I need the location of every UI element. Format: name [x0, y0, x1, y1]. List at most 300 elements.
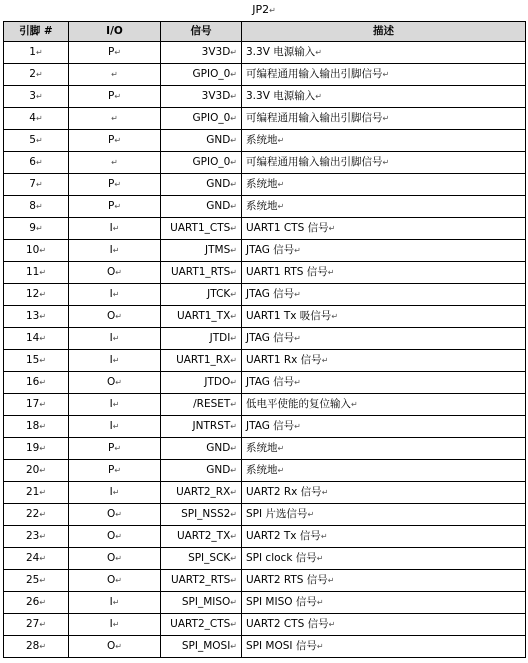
description-cell — [242, 438, 526, 460]
io-cell-text: I — [109, 596, 113, 608]
table-row — [4, 592, 526, 614]
cell-end-mark-icon: ↵ — [230, 510, 237, 519]
signal-cell-text: GND — [206, 442, 231, 454]
description-cell — [242, 482, 526, 504]
cell-end-mark-icon: ↵ — [230, 554, 237, 563]
description-cell-text: UART2 Rx 信号 — [246, 486, 322, 498]
signal-cell — [161, 240, 242, 262]
cell-end-mark-icon: ↵ — [351, 400, 358, 409]
io-cell-text: P — [107, 442, 115, 454]
signal-cell — [161, 526, 242, 548]
signal-cell — [161, 42, 242, 64]
pin-cell — [4, 306, 69, 328]
pin-cell — [4, 350, 69, 372]
cell-end-mark-icon: ↵ — [327, 268, 335, 277]
description-cell-text: UART2 RTS 信号 — [246, 574, 328, 586]
cell-end-mark-icon: ↵ — [112, 290, 120, 299]
description-cell-text: UART2 Tx 信号 — [246, 530, 321, 542]
description-cell-text: 可编程通用输入输出引脚信号 — [246, 68, 383, 80]
cell-end-mark-icon: ↵ — [382, 70, 390, 79]
cell-end-mark-icon: ↵ — [277, 444, 285, 453]
cell-end-mark-icon: ↵ — [112, 620, 120, 629]
table-row — [4, 64, 526, 86]
io-cell-text: I — [109, 288, 113, 300]
signal-cell-text: SPI_MOSI — [181, 640, 231, 652]
table-row — [4, 504, 526, 526]
signal-cell — [161, 174, 242, 196]
io-cell — [69, 64, 161, 86]
cell-end-mark-icon: ↵ — [39, 422, 47, 431]
io-cell-text: O — [107, 508, 116, 520]
description-cell-text: UART1 CTS 信号 — [246, 222, 329, 234]
signal-cell-text: 3V3D — [201, 90, 231, 102]
signal-cell-text: UART2_RTS — [170, 574, 231, 586]
pin-cell — [4, 218, 69, 240]
cell-end-mark-icon: ↵ — [315, 92, 322, 101]
table-row — [4, 174, 526, 196]
io-cell-text: O — [107, 552, 116, 564]
description-cell-text: 可编程通用输入输出引脚信号 — [246, 112, 383, 124]
description-cell — [242, 306, 526, 328]
description-cell — [242, 86, 526, 108]
table-title-text: JP2 — [252, 3, 270, 16]
pin-cell-text: 3 — [29, 90, 36, 102]
description-cell-text: JTAG 信号 — [246, 288, 295, 300]
cell-end-mark-icon: ↵ — [230, 202, 237, 211]
description-cell-text: UART1 RTS 信号 — [246, 266, 328, 278]
cell-end-mark-icon: ↵ — [294, 422, 301, 431]
cell-end-mark-icon: ↵ — [321, 488, 329, 497]
description-cell-text: 3.3V 电源输入 — [246, 46, 316, 58]
signal-cell-text: /RESET — [193, 398, 231, 410]
signal-cell — [161, 570, 242, 592]
description-cell-text: UART1 Rx 信号 — [246, 354, 322, 366]
pin-cell — [4, 240, 69, 262]
description-cell — [242, 636, 526, 658]
cell-end-mark-icon: ↵ — [114, 466, 122, 475]
cell-end-mark-icon: ↵ — [35, 92, 43, 101]
pin-cell-text: 27 — [25, 618, 40, 630]
signal-cell — [161, 262, 242, 284]
cell-end-mark-icon: ↵ — [230, 444, 237, 453]
io-cell — [69, 526, 161, 548]
cell-end-mark-icon: ↵ — [277, 180, 285, 189]
table-row — [4, 394, 526, 416]
table-row — [4, 350, 526, 372]
io-cell — [69, 614, 161, 636]
table-row — [4, 108, 526, 130]
pin-table — [3, 21, 526, 658]
pin-cell-text: 2 — [29, 68, 36, 80]
cell-end-mark-icon: ↵ — [114, 180, 122, 189]
description-cell-text: 系统地 — [246, 134, 278, 146]
io-cell-text: I — [109, 244, 113, 256]
io-cell-text: P — [107, 464, 115, 476]
signal-cell-text: UART1_RX — [176, 354, 231, 366]
pin-cell — [4, 196, 69, 218]
io-cell — [69, 416, 161, 438]
cell-end-mark-icon: ↵ — [230, 136, 237, 145]
io-cell — [69, 350, 161, 372]
signal-cell-text: JTMS — [205, 244, 231, 256]
signal-cell-text: UART2_CTS — [170, 618, 231, 630]
io-cell — [69, 174, 161, 196]
cell-end-mark-icon: ↵ — [230, 48, 237, 57]
cell-end-mark-icon: ↵ — [114, 136, 122, 145]
cell-end-mark-icon: ↵ — [39, 466, 47, 475]
description-cell-text: JTAG 信号 — [246, 332, 295, 344]
cell-end-mark-icon: ↵ — [112, 598, 120, 607]
pin-cell — [4, 504, 69, 526]
cell-end-mark-icon: ↵ — [39, 488, 47, 497]
description-cell-text: JTAG 信号 — [246, 376, 295, 388]
cell-end-mark-icon: ↵ — [321, 356, 329, 365]
description-cell-text: JTAG 信号 — [246, 420, 295, 432]
signal-cell — [161, 218, 242, 240]
signal-cell-text: UART2_TX — [176, 530, 231, 542]
io-cell-text: P — [107, 200, 115, 212]
description-cell — [242, 328, 526, 350]
table-row — [4, 152, 526, 174]
io-cell — [69, 592, 161, 614]
pin-cell — [4, 614, 69, 636]
table-row — [4, 416, 526, 438]
pin-cell-text: 16 — [25, 376, 40, 388]
cell-end-mark-icon: ↵ — [39, 532, 47, 541]
cell-end-mark-icon: ↵ — [230, 576, 237, 585]
pin-cell-text: 5 — [29, 134, 36, 146]
table-row — [4, 460, 526, 482]
table-row — [4, 284, 526, 306]
cell-end-mark-icon: ↵ — [230, 422, 237, 431]
pin-cell — [4, 262, 69, 284]
pin-cell-text: 10 — [25, 244, 40, 256]
signal-cell — [161, 328, 242, 350]
description-cell — [242, 174, 526, 196]
cell-end-mark-icon: ↵ — [35, 48, 43, 57]
cell-end-mark-icon: ↵ — [320, 532, 328, 541]
signal-cell-text: GND — [206, 464, 231, 476]
cell-end-mark-icon: ↵ — [230, 70, 237, 79]
cell-end-mark-icon: ↵ — [277, 136, 285, 145]
description-cell — [242, 526, 526, 548]
io-cell-text: P — [107, 46, 115, 58]
pin-cell — [4, 42, 69, 64]
cell-end-mark-icon: ↵ — [230, 466, 237, 475]
table-row — [4, 438, 526, 460]
signal-cell — [161, 592, 242, 614]
io-cell-text: O — [107, 640, 116, 652]
pin-cell-text: 21 — [25, 486, 40, 498]
cell-end-mark-icon: ↵ — [277, 202, 285, 211]
io-cell-text: O — [107, 574, 116, 586]
signal-cell — [161, 64, 242, 86]
io-cell — [69, 570, 161, 592]
cell-end-mark-icon: ↵ — [39, 576, 47, 585]
signal-cell-text: UART2_RX — [176, 486, 231, 498]
cell-end-mark-icon: ↵ — [35, 180, 43, 189]
description-cell-text: 低电平使能的复位输入 — [246, 398, 351, 410]
io-cell — [69, 372, 161, 394]
io-cell — [69, 460, 161, 482]
cell-end-mark-icon: ↵ — [230, 268, 237, 277]
cell-end-mark-icon: ↵ — [115, 554, 122, 563]
io-cell — [69, 306, 161, 328]
pin-cell-text: 18 — [25, 420, 40, 432]
paragraph-mark-icon: ↵ — [269, 6, 276, 15]
cell-end-mark-icon: ↵ — [230, 180, 237, 189]
signal-cell — [161, 438, 242, 460]
io-cell-text: O — [107, 376, 116, 388]
pin-cell-text: 12 — [25, 288, 40, 300]
description-cell — [242, 108, 526, 130]
table-row — [4, 218, 526, 240]
pin-cell-text: 19 — [25, 442, 40, 454]
description-cell — [242, 262, 526, 284]
description-cell — [242, 130, 526, 152]
description-cell-text: 系统地 — [246, 178, 278, 190]
cell-end-mark-icon: ↵ — [111, 158, 118, 167]
description-cell-text: 系统地 — [246, 442, 278, 454]
pin-cell-text: 9 — [29, 222, 36, 234]
cell-end-mark-icon: ↵ — [230, 378, 237, 387]
io-cell-text: O — [107, 310, 116, 322]
cell-end-mark-icon: ↵ — [35, 114, 43, 123]
cell-end-mark-icon: ↵ — [230, 224, 237, 233]
cell-end-mark-icon: ↵ — [39, 620, 47, 629]
table-row — [4, 306, 526, 328]
description-cell — [242, 548, 526, 570]
pin-cell — [4, 592, 69, 614]
table-row — [4, 570, 526, 592]
description-cell — [242, 460, 526, 482]
io-cell-text: O — [107, 530, 116, 542]
io-cell — [69, 548, 161, 570]
cell-end-mark-icon: ↵ — [115, 510, 122, 519]
signal-cell-text: GND — [206, 200, 231, 212]
signal-cell-text: GPIO_0 — [192, 68, 231, 80]
cell-end-mark-icon: ↵ — [115, 268, 122, 277]
description-cell — [242, 240, 526, 262]
cell-end-mark-icon: ↵ — [39, 356, 47, 365]
io-cell-text: I — [109, 420, 113, 432]
signal-cell-text: JNTRST — [192, 420, 231, 432]
cell-end-mark-icon: ↵ — [316, 554, 324, 563]
cell-end-mark-icon: ↵ — [230, 400, 237, 409]
table-row — [4, 130, 526, 152]
cell-end-mark-icon: ↵ — [35, 158, 43, 167]
signal-cell-text: 3V3D — [201, 46, 231, 58]
description-cell — [242, 196, 526, 218]
description-cell-text: SPI MOSI 信号 — [246, 640, 317, 652]
cell-end-mark-icon: ↵ — [331, 312, 339, 321]
description-cell-text: 系统地 — [246, 200, 278, 212]
signal-cell — [161, 284, 242, 306]
cell-end-mark-icon: ↵ — [39, 378, 47, 387]
cell-end-mark-icon: ↵ — [316, 598, 324, 607]
signal-cell — [161, 504, 242, 526]
signal-cell — [161, 350, 242, 372]
io-cell-text: P — [107, 134, 115, 146]
cell-end-mark-icon: ↵ — [115, 532, 122, 541]
header-pin: 引脚 # — [4, 22, 69, 42]
cell-end-mark-icon: ↵ — [115, 642, 122, 651]
table-row — [4, 42, 526, 64]
io-cell — [69, 42, 161, 64]
table-row — [4, 526, 526, 548]
pin-cell — [4, 548, 69, 570]
signal-cell-text: UART1_TX — [176, 310, 231, 322]
signal-cell-text: UART1_CTS — [170, 222, 231, 234]
io-cell — [69, 394, 161, 416]
header-description: 描述 — [242, 22, 526, 42]
signal-cell — [161, 372, 242, 394]
pin-cell — [4, 174, 69, 196]
signal-cell — [161, 416, 242, 438]
io-cell-text: I — [109, 398, 113, 410]
table-header — [4, 22, 526, 42]
cell-end-mark-icon: ↵ — [39, 510, 47, 519]
cell-end-mark-icon: ↵ — [230, 620, 237, 629]
signal-cell-text: JTCK — [207, 288, 231, 300]
io-cell — [69, 438, 161, 460]
cell-end-mark-icon: ↵ — [230, 246, 237, 255]
pin-cell — [4, 372, 69, 394]
cell-end-mark-icon: ↵ — [307, 510, 315, 519]
table-row — [4, 636, 526, 658]
pin-cell-text: 15 — [25, 354, 40, 366]
cell-end-mark-icon: ↵ — [35, 136, 43, 145]
cell-end-mark-icon: ↵ — [230, 92, 237, 101]
table-title — [0, 3, 528, 18]
description-cell-text: 3.3V 电源输入 — [246, 90, 316, 102]
io-cell — [69, 328, 161, 350]
io-cell — [69, 218, 161, 240]
io-cell-text: I — [109, 618, 113, 630]
description-cell — [242, 416, 526, 438]
cell-end-mark-icon: ↵ — [114, 202, 122, 211]
cell-end-mark-icon: ↵ — [315, 48, 322, 57]
cell-end-mark-icon: ↵ — [114, 92, 122, 101]
pin-cell — [4, 526, 69, 548]
description-cell-text: JTAG 信号 — [246, 244, 295, 256]
description-cell — [242, 504, 526, 526]
pin-cell — [4, 636, 69, 658]
cell-end-mark-icon: ↵ — [112, 422, 120, 431]
signal-cell — [161, 614, 242, 636]
io-cell-text: I — [109, 486, 113, 498]
cell-end-mark-icon: ↵ — [39, 290, 47, 299]
cell-end-mark-icon: ↵ — [230, 312, 237, 321]
signal-cell-text: GPIO_0 — [192, 112, 231, 124]
cell-end-mark-icon: ↵ — [112, 334, 120, 343]
cell-end-mark-icon: ↵ — [230, 598, 237, 607]
pin-cell-text: 6 — [29, 156, 36, 168]
pin-cell — [4, 284, 69, 306]
io-cell — [69, 504, 161, 526]
signal-cell — [161, 108, 242, 130]
cell-end-mark-icon: ↵ — [294, 378, 301, 387]
signal-cell — [161, 394, 242, 416]
description-cell — [242, 64, 526, 86]
pin-cell-text: 1 — [29, 46, 36, 58]
cell-end-mark-icon: ↵ — [39, 444, 47, 453]
io-cell-text: P — [107, 90, 115, 102]
cell-end-mark-icon: ↵ — [230, 114, 237, 123]
pin-cell-text: 26 — [25, 596, 40, 608]
signal-cell — [161, 636, 242, 658]
table-row — [4, 614, 526, 636]
signal-cell-text: SPI_NSS2 — [181, 508, 231, 520]
description-cell — [242, 350, 526, 372]
cell-end-mark-icon: ↵ — [294, 334, 301, 343]
description-cell-text: SPI clock 信号 — [246, 552, 317, 564]
io-cell — [69, 86, 161, 108]
pin-cell — [4, 64, 69, 86]
cell-end-mark-icon: ↵ — [115, 378, 122, 387]
cell-end-mark-icon: ↵ — [112, 400, 120, 409]
signal-cell — [161, 306, 242, 328]
header-signal: 信号 — [161, 22, 242, 42]
io-cell-text: I — [109, 354, 113, 366]
cell-end-mark-icon: ↵ — [35, 70, 43, 79]
io-cell — [69, 240, 161, 262]
cell-end-mark-icon: ↵ — [39, 642, 47, 651]
header-io: I/O — [69, 22, 161, 42]
signal-cell-text: GND — [206, 134, 231, 146]
cell-end-mark-icon: ↵ — [230, 532, 237, 541]
cell-end-mark-icon: ↵ — [230, 334, 237, 343]
pin-cell-text: 7 — [29, 178, 36, 190]
cell-end-mark-icon: ↵ — [112, 488, 120, 497]
signal-cell-text: UART1_RTS — [170, 266, 231, 278]
io-cell — [69, 262, 161, 284]
table-row — [4, 240, 526, 262]
table-row — [4, 482, 526, 504]
io-cell — [69, 196, 161, 218]
cell-end-mark-icon: ↵ — [114, 444, 122, 453]
signal-cell — [161, 130, 242, 152]
cell-end-mark-icon: ↵ — [316, 642, 324, 651]
io-cell-text: O — [107, 266, 116, 278]
io-cell — [69, 152, 161, 174]
cell-end-mark-icon: ↵ — [277, 466, 285, 475]
cell-end-mark-icon: ↵ — [328, 620, 336, 629]
description-cell — [242, 42, 526, 64]
cell-end-mark-icon: ↵ — [39, 400, 47, 409]
description-cell — [242, 592, 526, 614]
signal-cell-text: GPIO_0 — [192, 156, 231, 168]
pin-cell — [4, 438, 69, 460]
description-cell-text: 可编程通用输入输出引脚信号 — [246, 156, 383, 168]
table-row — [4, 86, 526, 108]
cell-end-mark-icon: ↵ — [111, 114, 118, 123]
pin-cell-text: 23 — [25, 530, 40, 542]
cell-end-mark-icon: ↵ — [35, 224, 43, 233]
cell-end-mark-icon: ↵ — [111, 70, 118, 79]
description-cell-text: UART2 CTS 信号 — [246, 618, 329, 630]
io-cell-text: P — [107, 178, 115, 190]
signal-cell — [161, 152, 242, 174]
signal-cell — [161, 548, 242, 570]
cell-end-mark-icon: ↵ — [112, 356, 120, 365]
signal-cell-text: SPI_MISO — [181, 596, 231, 608]
pin-cell-text: 17 — [25, 398, 40, 410]
pin-cell — [4, 86, 69, 108]
signal-cell-text: SPI_SCK — [188, 552, 231, 564]
signal-cell-text: GND — [206, 178, 231, 190]
cell-end-mark-icon: ↵ — [39, 334, 47, 343]
